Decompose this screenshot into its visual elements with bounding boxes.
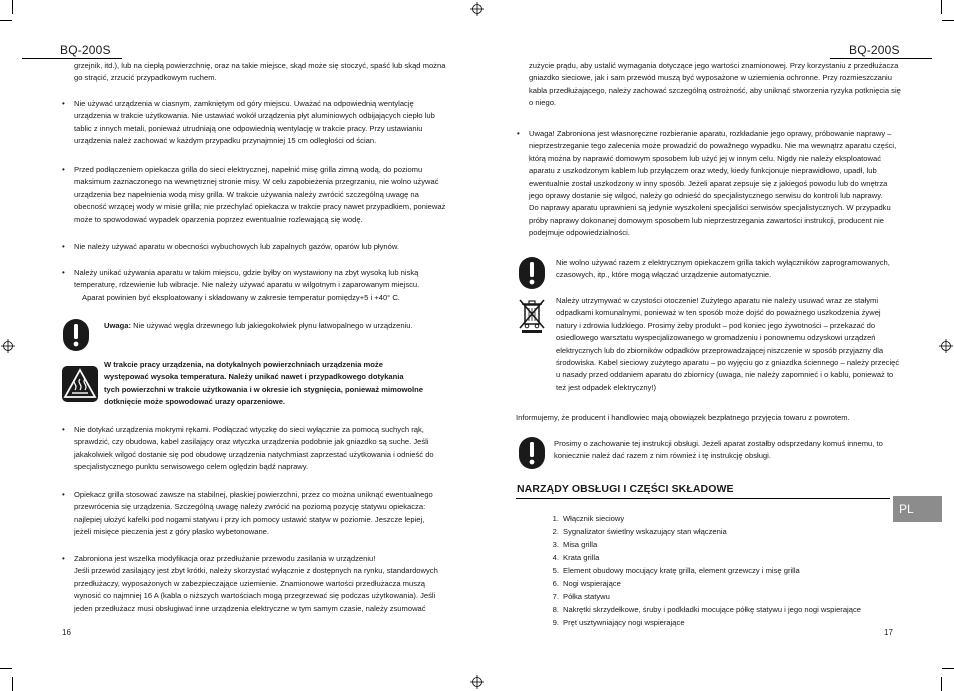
text-line: elektrycznych lub do zbiorników odpadków przeprowadzającej niszczenie w sposób przyjazny dla — [556, 345, 884, 355]
bullet-dot: • — [62, 554, 65, 563]
text-line: natury i zdrowia ludzkiego. Prosimy żeby produkt – pod koniec jego żywotności – przekazać do — [556, 320, 876, 330]
text-line: czasowych, itp., które mogą włączać urządzenie automatycznie. — [556, 270, 772, 280]
list-item — [62, 164, 474, 226]
list-item — [62, 98, 474, 148]
item-number: 8. — [552, 605, 559, 614]
text-line: którą można by naprawić domowym sposobem lub użyć jej w innym celu. Nigdy nie należy eksploatować — [529, 153, 882, 163]
crop-mark — [12, 677, 13, 691]
right-page-number: 17 — [884, 628, 893, 637]
header-rule — [830, 58, 932, 59]
item-label: Element obudowy mocujący kratę grilla, element grzewczy i misę grilla — [563, 566, 800, 575]
text-line: podejmuje odpowiedzialności. — [529, 228, 630, 238]
text-line: grzejnik, itd.), lub na ciepłą powierzchnię, oraz na takie miejsce, skąd może się stoczyć, spaść lub skąd można — [74, 61, 446, 70]
timer-warning — [556, 257, 896, 282]
right-intro — [529, 60, 909, 110]
text-line: o niego. — [529, 98, 557, 108]
text-line: Należy utrzymywać w czystości otoczenie! Zużytego aparatu nie należy usuwać wraz ze stałymi — [556, 296, 879, 305]
item-label: Włącznik sieciowy — [563, 514, 625, 523]
text-line: tych powierzchni w trakcie użytkowania i w okresie ich stygnięcia, ponieważ mimowolne — [104, 384, 424, 394]
text-line: Do naprawy aparatu uprawnieni są jedynie wyszkoleni specjaliści serwisów specjalistycznych. W przypadku — [529, 203, 891, 213]
text-line: przewrócenia się urządzenia. Szczególną uwagę należy zwrócić na poziomą pozycję statywu opiekacza: — [74, 502, 426, 512]
crop-mark — [942, 20, 954, 21]
crop-mark — [941, 677, 942, 691]
text-line: jego oprawy dostanie się wilgoć, należy go odnieść do specjalistycznego serwisu do kontroli lub naprawy. — [529, 191, 883, 201]
charcoal-warning — [104, 320, 464, 332]
item-label: Krata grilla — [563, 553, 600, 562]
item-number: 6. — [552, 579, 559, 588]
text-line: urządzenia w trakcie użytkowania. Nie ustawiać wokół urządzenia płyt aluminiowych odbijających ciepło lub — [74, 111, 435, 121]
text-line: osiedlowego warsztatu wyspecjalizowanego w gromadzeniu i ponownemu odzyskowi urządzeń — [556, 333, 876, 343]
text-line: Opiekacz grilla stosować zawsze na stabilnej, płaskiej powierzchni, przez co można uniknąć ewentualnego — [74, 490, 433, 499]
item-number: 5. — [552, 566, 559, 575]
registration-mark-icon — [470, 675, 484, 689]
keep-manual-notice — [554, 438, 899, 463]
text-line: tablic z innych metali, ponieważ utrudniają one odpowiednią wentylację w trakcie pracy. Przy ustawianiu — [74, 123, 423, 133]
hot-surface-warning — [104, 359, 454, 409]
bullet-dot: • — [62, 490, 65, 499]
crop-mark — [0, 20, 12, 21]
text-line: występować wysoka temperatura. Należy unikać nawet i przypadkowego dotykania — [104, 372, 404, 382]
text-line: wynosić co najmniej 16 A (kabla o niższych wartościach mogą przegrzewać się podczas użytkowania). Jeśli — [74, 591, 436, 601]
text-line: koniecznie należ dać razem z nim również i tę instrukcję obsługi. — [554, 451, 771, 461]
text-line: Nie używać urządzenia w ciasnym, zamkniętym od góry miejscu. Uważać na odpowiednią wentylację — [74, 99, 414, 108]
registration-mark-icon — [939, 339, 953, 353]
warning-exclamation-icon — [518, 256, 546, 290]
text-line: ewentualnie został uszkodzony w inny sposób. Jeżeli aparat zepsuje się z jakiegoś powodu lub do wnętrza — [529, 178, 888, 188]
item-label: Sygnalizator świetlny wskazujący stan włączenia — [563, 527, 727, 536]
list-item — [62, 267, 474, 304]
text-line: przedłużaczy, wyposażonych w zabezpieczające uziemienie. Znamionowe wartości przedłużacza muszą — [74, 578, 426, 588]
text-line: próby naprawy dokonanej domowym sposobem lub nieprzestrzegania zawartości instrukcji, producent nie — [529, 215, 884, 225]
crop-mark — [942, 668, 954, 669]
text-line: też jest odpadek elektryczny!) — [556, 382, 657, 392]
text-line: jeżeli misięce pieczenia jest z góry płasko wybetonowane. — [74, 527, 270, 537]
text-line: może to spowodować wypadek oparzenia poprzez ewentualnie rozlewającą się wodę. — [74, 214, 363, 224]
bullet-dot: • — [517, 129, 520, 138]
list-item — [62, 424, 474, 474]
crop-mark — [12, 0, 13, 14]
text-line: Przed podłączeniem opiekacza grilla do sieci elektrycznej, napełnić misę grilla zimną wodą, do poziomu — [74, 165, 423, 174]
text-line: Nie należy używać aparatu w obecności wybuchowych lub zapalnych gazów, oparów lub płynów. — [74, 242, 400, 251]
text-line: nieprzestrzeganie tego zalecenia może prowadzić do powažnego wypadku. Nie ma wewnątrz aparatu części, — [529, 141, 897, 151]
text-line: jakakolwiek wilgoć dostanie się pod obudowę urządzenia natychmiast zaprzestać użytkowania i odnieść do — [74, 449, 434, 459]
text-line: dotknięcie może spowodować urazy oparzeniowe. — [104, 397, 286, 407]
left-page-header: BQ-200S — [60, 43, 111, 57]
bullet-dot: • — [62, 425, 65, 434]
text-line: jeden przedłużacz musi obsługiwać inne urządzenia elektryczne w tym samym czasie, należy zsumować — [74, 603, 426, 613]
text-line: Uwaga! Zabroniona jest własnoręczne rozbieranie aparatu, rozkładanie jego oprawy, próbowanie naprawy – — [529, 129, 892, 138]
text-line: najlepiej ułożyć kafelki pod nogami statywu i przy ich pomocy ustawić statyw w poziomie. Jeszcze lepiej, — [74, 514, 425, 524]
item-label: Misa grilla — [563, 540, 598, 549]
crossed-bin-icon — [516, 296, 548, 334]
item-number: 1. — [552, 514, 559, 523]
bullet-dot: • — [62, 242, 65, 251]
bullet-dot: • — [62, 165, 65, 174]
recycling-notice — [556, 295, 901, 394]
text-line: Aparat powinien być eksploatowany i składowany w zakresie temperatur pomiędzy+5 i +40° C. — [82, 292, 400, 302]
bullet-dot: • — [62, 268, 65, 277]
list-item — [517, 128, 909, 240]
text-line: obecność wrzącej wody w misie grilla; nie przechylać opiekacza w trakcie pracy nawet przypadkiem, ponieważ — [74, 202, 446, 212]
text-line: zużycie prądu, aby ustalić wymagania dotyczące jego wartości znamionowej. Przy korzystaniu z przedłużacza — [529, 61, 899, 70]
text-line: u nasady przed oddaniem aparatu do zbiornicy (uwaga, nie należy zapomnieć i o kablu, ponieważ to — [556, 370, 894, 380]
text-line: urządzenia bez napełnienia wodą misy grilla. W trakcie używania należy zwrócić szczególną uwagę na — [74, 189, 419, 199]
warning-exclamation-icon — [518, 436, 546, 470]
text-line: specjalistycznego punktu serwisowego celem oględzin bądź naprawy. — [74, 462, 309, 472]
item-number: 4. — [552, 553, 559, 562]
left-intro — [74, 60, 474, 85]
warning-label: Uwaga: — [104, 321, 132, 330]
text-line: Nie wolno używać razem z elektrycznym opiekaczem grilla takich wyłączników zaprogramowanych, — [556, 258, 890, 267]
return-info: Informujemy, że producent i handlowiec mają obowiązek bezpłatnego przyjęcia towaru z powrotem. — [516, 413, 850, 422]
item-label: Nogi wspierające — [563, 579, 621, 588]
text-line: odpadkami komunalnymi, ponieważ w ten sposób może dojść do poważnego uszkodzenia żywej — [556, 308, 881, 318]
text-line: Należy unikać używania aparatu w takim miejscu, gdzie byłby on wystawiony na zbyt wysoką lub niską — [74, 268, 419, 277]
parts-list — [543, 513, 903, 633]
item-number: 7. — [552, 592, 559, 601]
header-rule — [22, 58, 122, 59]
left-page-number: 16 — [62, 628, 71, 637]
hot-surface-icon — [62, 366, 98, 402]
text-line: temperaturę, rdzewienie lub wibracje. Nie należy używać aparatu w wilgotnym i zaparowanym miejscu. — [74, 280, 420, 290]
text-line: Zabroniona jest wszelka modyfikacja oraz przedłużanie przewodu zasilania w urządzeniu! — [74, 554, 376, 563]
bullet-dot: • — [62, 99, 65, 108]
text-line: Nie dotykać urządzenia mokrymi rękami. Podłączać wtyczkę do sieci wyłącznie za pomocą suchych rąk, — [74, 425, 424, 434]
text-line: W trakcie pracy urządzenia, na dotykalnych powierzchniach urządzenia może — [104, 360, 383, 369]
item-label: Nakrętki skrzydełkowe, śruby i podkładki mocujące półkę statywu i jego nogi wspierające — [563, 605, 861, 614]
warning-text: Nie używać węgla drzewnego lub jakiegokolwiek płynu łatwopalnego w urządzeniu. — [131, 321, 413, 330]
item-label: Półka statywu — [563, 592, 610, 601]
section-rule — [516, 498, 890, 499]
crop-mark — [941, 0, 942, 14]
item-number: 2. — [552, 527, 559, 536]
section-title: NARZĄDY OBSŁUGI I CZĘŚCI SKŁADOWE — [517, 483, 734, 495]
item-label: Pręt usztywniający nogi wspierające — [563, 618, 685, 627]
text-line: Prosimy o zachowanie tej instrukcji obsługi. Jeżeli aparat zostałby odsprzedany komuś innemu, to — [554, 439, 883, 448]
text-line: sprawdzić, czy obudowa, kabel zasilający oraz wtyczka urządzenia podobnie jak gniazdko są suche. Jeśli — [74, 437, 429, 447]
text-line: maksimum zaznaczonego na wewnętrznej stronie misy. W celu zapobieżenia przegrzaniu, nie wolno używać — [74, 177, 439, 187]
list-item — [62, 489, 474, 539]
registration-mark-icon — [470, 2, 484, 16]
text-line: kabla przedłużającego, należy zachować szczególną ostrożność, aby uniknąć stworzenia ryzyka potknięcia się — [529, 85, 901, 95]
list-item — [62, 553, 474, 615]
registration-mark-icon — [1, 339, 15, 353]
crop-mark — [0, 668, 12, 669]
text-line: urządzenia należ zachować w każdym przypadku przynajmniej 15 cm odległości od ścian. — [74, 136, 377, 146]
text-line: środowiska. Kabel sieciowy zużytego aparatu – po wyjęciu go z gniazdka ściennego – należy przecięć — [556, 358, 900, 368]
right-page-header: BQ-200S — [849, 43, 900, 57]
text-line: gniazdko sieciowe, jak i sam przewód muszą być wyposażone w uziemienia ochronne. Przy rozmieszczaniu — [529, 73, 892, 83]
list-item — [62, 241, 474, 253]
text-line: go strącić, zrzucić przypadkowym ruchem. — [74, 73, 217, 83]
item-number: 3. — [552, 540, 559, 549]
warning-exclamation-icon — [62, 318, 90, 352]
language-tab: PL — [893, 496, 942, 522]
text-line: Jeśli przewód zasilający jest zbyt krótki, należy skorzystać wyłącznie z dostępnych na rynku, standardowych — [74, 566, 438, 576]
text-line: aparatu z uszkodzonym kablem lub przyłączem oraz wtedy, kiedy funkcjonuje nieprawidłowo, upadł, lub — [529, 166, 877, 176]
item-number: 9. — [552, 618, 559, 627]
